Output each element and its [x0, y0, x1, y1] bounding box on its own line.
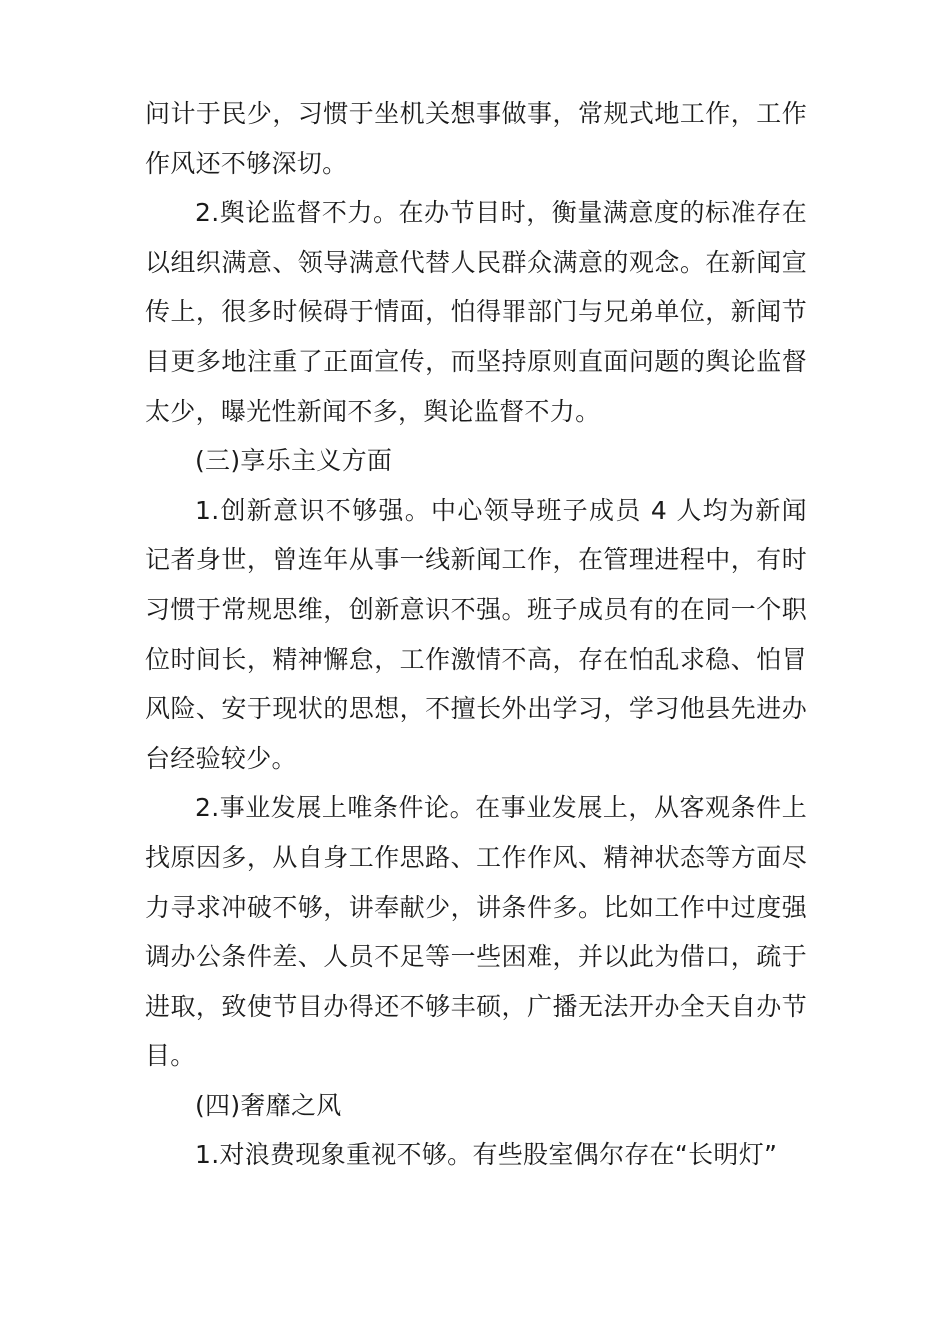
section-heading-hedonism: (三)享乐主义方面 [195, 446, 393, 476]
paragraph-conditions-theory: 2.事业发展上唯条件论。在事业发展上，从客观条件上找原因多，从自身工作思路、工作作风、精神状态等方面尽力寻求冲破不够，讲奉献少，讲条件多。比如工作中过度强调办公条件差、人员不足等一些困难，并以此为借口，疏于进取，致使节目办得还不够丰硕，广播无法开办全天自办节目。 [145, 793, 807, 1071]
paragraph-waste-awareness: 1.对浪费现象重视不够。有些股室偶尔存在“长明灯” [195, 1140, 778, 1170]
paragraph-public-opinion-supervision: 2.舆论监督不力。在办节目时，衡量满意度的标准存在以组织满意、领导满意代替人民群众满意的观念。在新闻宣传上，很多时候碍于情面，怕得罪部门与兄弟单位，新闻节目更多地注重了正面宣传，而坚持原则直面问题的舆论监督太少，曝光性新闻不多，舆论监督不力。 [145, 198, 807, 426]
paragraph-work-style: 问计于民少，习惯于坐机关想事做事，常规式地工作，工作作风还不够深切。 [145, 99, 807, 178]
section-heading-extravagance: (四)奢靡之风 [195, 1090, 342, 1120]
paragraph-innovation-awareness: 1.创新意识不够强。中心领导班子成员 4 人均为新闻记者身世，曾连年从事一线新闻工作，在管理进程中，有时习惯于常规思维，创新意识不强。班子成员有的在同一个职位时间长，精神懈怠，工作激情不高，存在怕乱求稳、怕冒风险、安于现状的思想，不擅长外出学习，学习他县先进办台经验较少。 [145, 495, 807, 773]
document-page [145, 89, 807, 1180]
